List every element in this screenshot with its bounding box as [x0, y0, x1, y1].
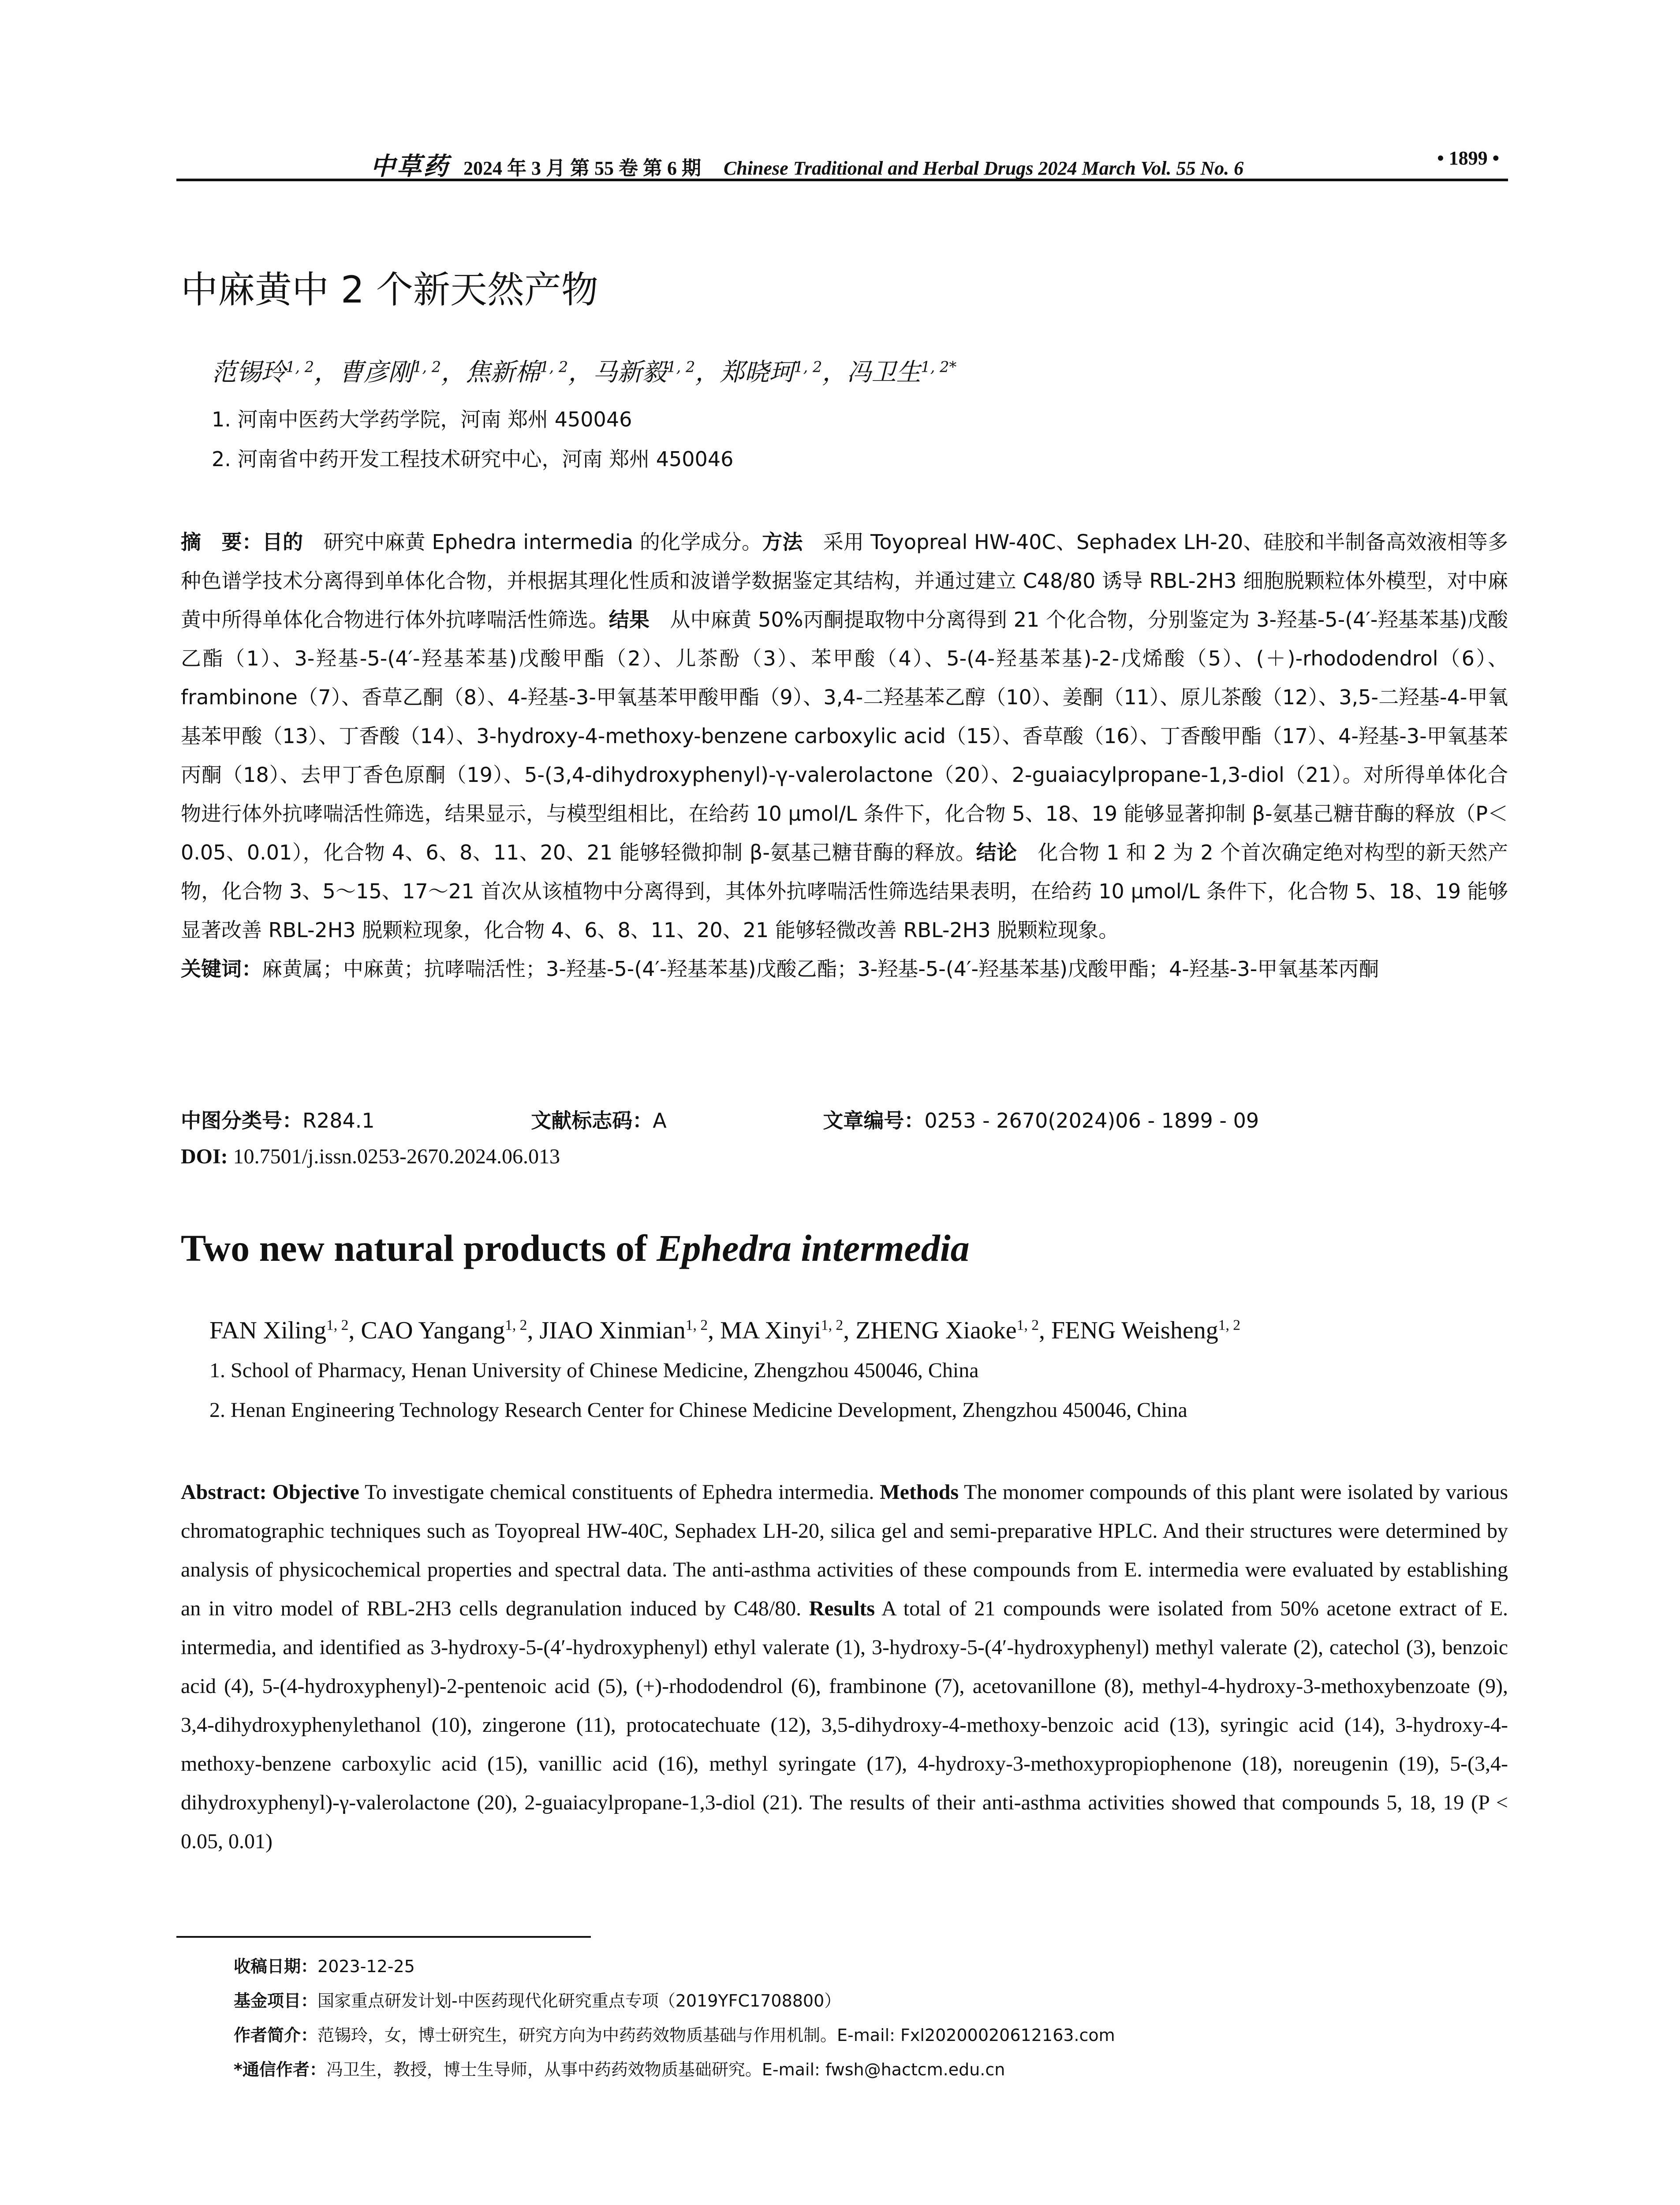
- doc-code-value: A: [653, 1109, 667, 1132]
- objective-text-cn: 研究中麻黄 Ephedra intermedia 的化学成分。: [323, 530, 762, 554]
- footnotes: [234, 1949, 1512, 2087]
- page-number: • 1899 •: [1437, 147, 1499, 169]
- footnote-received: 收稿日期：2023-12-25: [234, 1957, 415, 1976]
- footnote-corresponding: *通信作者：冯卫生，教授，博士生导师，从事中药药效物质基础研究。E-mail: fwsh@hactcm.edu.cn: [234, 2060, 1005, 2079]
- results-label-en: Results: [809, 1597, 875, 1620]
- affiliation-cn-1: 1. 河南中医药大学药学院，河南 郑州 450046: [212, 407, 632, 431]
- objective-text-en: To investigate chemical constituents of Ephedra intermedia.: [364, 1480, 874, 1504]
- doi-line: [181, 1144, 1508, 1169]
- author-list-en: FAN Xiling$^{1, 2}$, CAO Yangang$^{1, 2}$, JIAO Xinmian$^{1, 2}$, MA Xinyi$^{1, 2}$, ZHENG Xiaoke$^{1, 2}$, FENG Weisheng$^{1, 2}$: [209, 1317, 1241, 1344]
- author-cn: 马新毅$^{1, 2}$: [593, 358, 695, 387]
- clc-value: R284.1: [302, 1109, 375, 1132]
- objective-label-cn: 目的: [262, 530, 303, 554]
- footnote-author: 作者简介：范锡玲，女，博士研究生，研究方向为中药药效物质基础与作用机制。E-mail: Fxl20200020612163.com: [234, 2026, 1115, 2045]
- journal-header-left: [370, 147, 1243, 182]
- author-cn: 范锡玲$^{1, 2}$: [212, 358, 314, 387]
- author-cn: 郑晓珂$^{1, 2}$: [720, 358, 822, 387]
- objective-label-en: Objective: [272, 1480, 359, 1504]
- keywords-text-cn: 麻黄属；中麻黄；抗哮喘活性；3-羟基-5-(4′-羟基苯基)戊酸乙酯；3-羟基-5-(4′-羟基苯基)戊酸甲酯；4-羟基-3-甲氧基苯丙酮: [262, 957, 1379, 981]
- clc-label: 中图分类号：: [181, 1109, 302, 1132]
- conclusion-text-cn: 化合物 1 和 2 为 2 个首次确定绝对构型的新天然产物，化合物 3、5～15、17～21 首次从该植物中分离得到，其体外抗哮喘活性筛选结果表明，在给药 10 μmol/L 条件下，化合物 5、18、19 能够显著改善 RBL-2H3 脱颗粒现象，化合物 4、6、8、11、20、21 能够轻微改善 RBL-2H3 脱颗粒现象。: [181, 841, 1508, 942]
- author-list-cn: 范锡玲$^{1, 2}$，曹彦刚$^{1, 2}$，焦新棉$^{1, 2}$，马新毅$^{1, 2}$，郑晓珂$^{1, 2}$，冯卫生$^{1, 2*}$: [212, 358, 957, 387]
- footnote-divider: [176, 1936, 591, 1938]
- classification-line: [181, 1105, 1508, 1134]
- methods-text-cn: 采用 Toyopreal HW-40C、Sephadex LH-20、硅胶和半制备高效液相等多种色谱学技术分离得到单体化合物，并根据其理化性质和波谱学数据鉴定其结构，并通过建立 C48/80 诱导 RBL-2H3 细胞脱颗粒体外模型，对中麻黄中所得单体化合物进行体外抗哮喘活性筛选。: [181, 530, 1508, 632]
- article-title-cn: 中麻黄中 2 个新天然产物: [181, 268, 598, 311]
- methods-label-en: Methods: [880, 1480, 959, 1504]
- author-en: MA Xinyi$^{1, 2}$: [720, 1317, 844, 1344]
- author-cn: 焦新棉$^{1, 2}$: [466, 358, 568, 387]
- abstract-label-en: Abstract:: [181, 1480, 267, 1504]
- doi-value[interactable]: 10.7501/j.issn.0253-2670.2024.06.013: [233, 1145, 560, 1168]
- abstract-cn: [181, 523, 1508, 988]
- conclusion-label-cn: 结论: [976, 841, 1017, 864]
- author-en: CAO Yangang$^{1, 2}$: [361, 1317, 527, 1344]
- journal-logo: 中草药: [370, 153, 450, 180]
- author-en: FAN Xiling$^{1, 2}$: [209, 1317, 349, 1344]
- article-no-value: 0253 - 2670(2024)06 - 1899 - 09: [924, 1109, 1259, 1132]
- affiliation-cn-2: 2. 河南省中药开发工程技术研究中心，河南 郑州 450046: [212, 447, 734, 471]
- methods-text-en: The monomer compounds of this plant were isolated by various chromatographic techniques such as Toyopreal HW-40C, Sephadex LH-20, silica gel and semi-preparative HPLC. And their structures were determined by analysis of physicochemical properties and spectral data. The anti-asthma activities of these compounds from E. intermedia were evaluated by establishing an in vitro model of RBL-2H3 cells degranulation induced by C48/80.: [181, 1480, 1508, 1620]
- doi-label: DOI:: [181, 1145, 228, 1168]
- running-header: [176, 143, 1508, 181]
- keywords-label-cn: 关键词：: [181, 957, 262, 981]
- affiliation-en-1: 1. School of Pharmacy, Henan University of Chinese Medicine, Zhengzhou 450046, China: [209, 1359, 979, 1382]
- author-en: ZHENG Xiaoke$^{1, 2}$: [855, 1317, 1039, 1344]
- abstract-en: [181, 1473, 1508, 1861]
- article-no-label: 文章编号：: [823, 1109, 925, 1132]
- results-text-cn: 从中麻黄 50%丙酮提取物中分离得到 21 个化合物，分别鉴定为 3-羟基-5-(4′-羟基苯基)戊酸乙酯（1）、3-羟基-5-(4′-羟基苯基)戊酸甲酯（2）、儿茶酚（3）、苯甲酸（4）、5-(4-羟基苯基)-2-戊烯酸（5）、(＋)-rhododendrol（6）、frambinone（7）、香草乙酮（8）、4-羟基-3-甲氧基苯甲酸甲酯（9）、3,4-二羟基苯乙醇（10）、姜酮（11）、原儿茶酸（12）、3,5-二羟基-4-甲氧基苯甲酸（13）、丁香酸（14）、3-hydroxy-4-methoxy-benzene carboxylic acid（15）、香草酸（16）、丁香酸甲酯（17）、4-羟基-3-甲氧基苯丙酮（18）、去甲丁香色原酮（19）、5-(3,4-dihydroxyphenyl)-γ-valerolactone（20）、2-guaiacylpropane-1,3-diol（21）。对所得单体化合物进行体外抗哮喘活性筛选，结果显示，与模型组相比，在给药 10 μmol/L 条件下，化合物 5、18、19 能够显著抑制 β-氨基己糖苷酶的释放（P＜0.05、0.01），化合物 4、6、8、11、20、21 能够轻微抑制 β-氨基己糖苷酶的释放。: [181, 608, 1508, 864]
- article-title-en: Two new natural products of Ephedra intermedia: [181, 1227, 970, 1269]
- doc-code-label: 文献标志码：: [531, 1109, 653, 1132]
- affiliation-en-2: 2. Henan Engineering Technology Research Center for Chinese Medicine Development, Zhengzhou 450046, China: [209, 1398, 1187, 1422]
- author-en: FENG Weisheng$^{1, 2}$: [1051, 1317, 1241, 1344]
- issue-info-cn: 2024 年 3 月 第 55 卷 第 6 期: [463, 157, 701, 179]
- results-text-en: A total of 21 compounds were isolated from 50% acetone extract of E. intermedia, and identified as 3-hydroxy-5-(4′-hydroxyphenyl) ethyl valerate (1), 3-hydroxy-5-(4′-hydroxyphenyl) methyl valerate (2), catechol (3), benzoic acid (4), 5-(4-hydroxyphenyl)-2-pentenoic acid (5), (+)-rhododendrol (6), frambinone (7), acetovanillone (8), methyl-4-hydroxy-3-methoxybenzoate (9), 3,4-dihydroxyphenylethanol (10), zingerone (11), protocatechuate (12), 3,5-dihydroxy-4-methoxy-benzoic acid (13), syringic acid (14), 3-hydroxy-4-methoxy-benzene carboxylic acid (15), vanillic acid (16), methyl syringate (17), 4-hydroxy-3-methoxypropiophenone (18), noreugenin (19), 5-(3,4-dihydroxyphenyl)-γ-valerolactone (20), 2-guaiacylpropane-1,3-diol (21). The results of their anti-asthma activities showed that compounds 5, 18, 19 (P < 0.05, 0.01): [181, 1597, 1508, 1853]
- author-en: JIAO Xinmian$^{1, 2}$: [539, 1317, 708, 1344]
- author-cn: 冯卫生$^{1, 2*}$: [847, 358, 957, 387]
- footnote-fund: 基金项目：国家重点研发计划-中医药现代化研究重点专项（2019YFC1708800）: [234, 1991, 841, 2011]
- results-label-cn: 结果: [609, 608, 650, 632]
- journal-name-en: Chinese Traditional and Herbal Drugs 2024 March Vol. 55 No. 6: [724, 157, 1244, 179]
- author-cn: 曹彦刚$^{1, 2}$: [339, 358, 441, 387]
- methods-label-cn: 方法: [762, 530, 803, 554]
- abstract-label-cn: 摘 要：: [181, 530, 262, 554]
